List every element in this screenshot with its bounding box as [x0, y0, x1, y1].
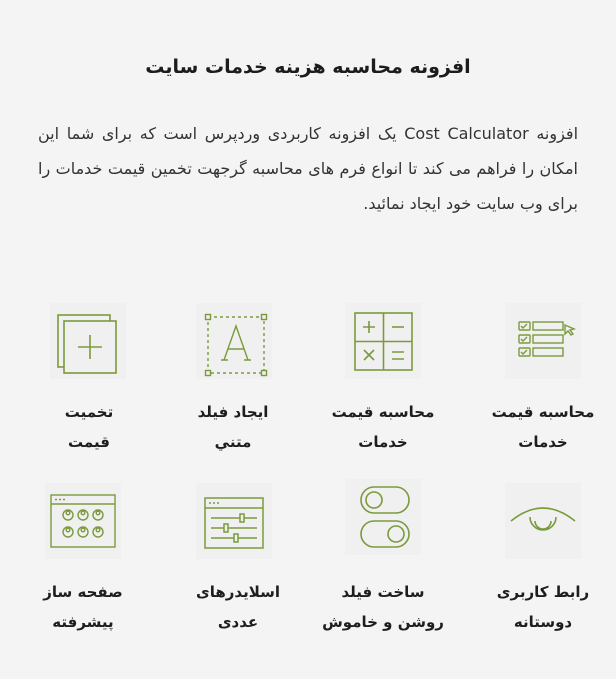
slider-icon	[196, 483, 272, 559]
feature-tile-1	[505, 303, 581, 379]
feature-tile-6	[345, 479, 421, 555]
page-builder-icon	[45, 483, 121, 559]
feature-tile-3	[196, 303, 272, 379]
feature-label-5: رابط کاربری دوستانه	[496, 583, 590, 631]
page-title: افزونه محاسبه هزینه خدمات سایت	[145, 56, 471, 78]
feature-label-6: ساخت فیلد روشن و خاموش	[322, 583, 444, 631]
calculator-icon	[345, 303, 421, 379]
feature-label-2: محاسبه قیمت خدمات	[331, 403, 435, 451]
add-square-icon	[50, 303, 126, 379]
eye-icon	[505, 483, 581, 559]
feature-label-4: تخمیت قیمت	[64, 403, 114, 451]
feature-label-8: صفحه ساز پیشرفته	[43, 583, 123, 631]
feature-tile-8	[45, 483, 121, 559]
list-cursor-icon	[505, 303, 581, 379]
feature-tile-5	[505, 483, 581, 559]
feature-label-7: اسلایدرهای عددی	[196, 583, 280, 631]
feature-label-3: ایجاد فیلد متني	[197, 403, 269, 451]
description-text: افزونه Cost Calculator یک افزونه کاربردی وردپرس است که برای شما این امکان را فراهم می کند تا انواع فرم های محاسبه گرجهت تخمین قیمت خدمات را برای وب سایت خود ایجاد نمائید.	[38, 124, 579, 213]
feature-tile-4	[50, 303, 126, 379]
feature-tile-2	[345, 303, 421, 379]
feature-tile-7	[196, 483, 272, 559]
toggle-icon	[345, 479, 421, 555]
feature-label-1: محاسبه قیمت خدمات	[491, 403, 595, 451]
text-field-icon	[196, 303, 272, 379]
